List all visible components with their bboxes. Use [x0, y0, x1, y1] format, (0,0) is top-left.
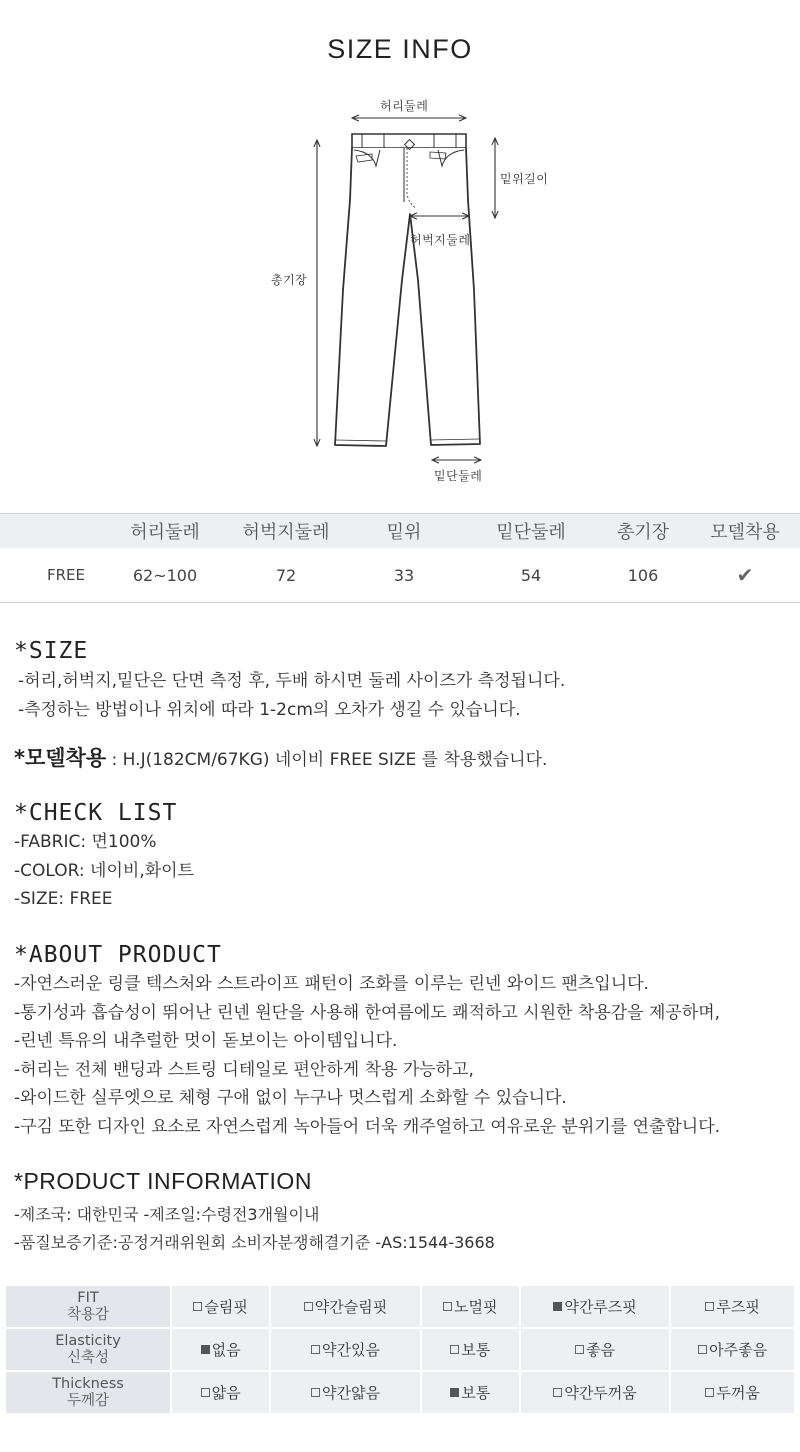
table-row [0, 548, 800, 603]
check-list-item: -FABRIC: 면100% [14, 832, 157, 852]
fit-option [270, 1285, 420, 1328]
about-product-line: -통기성과 흡습성이 뛰어난 린넨 원단을 사용해 한여름에도 쾌적하고 시원한 착용감을 제공하며, [14, 1002, 721, 1023]
cell-hem: 54 [520, 565, 542, 585]
elasticity-option [520, 1328, 670, 1371]
checkbox-icon [705, 1302, 714, 1311]
header-rise: 밑위 [386, 522, 422, 543]
about-product-line: -허리는 전체 밴딩과 스트링 디테일로 편안하게 착용 가능하고, [14, 1059, 474, 1080]
option-label: 루즈핏 [716, 1298, 760, 1316]
fit-option [421, 1285, 520, 1328]
checkbox-icon [575, 1345, 584, 1354]
table-row [5, 1371, 795, 1414]
thickness-option [270, 1371, 420, 1414]
about-product-line: -자연스러운 링클 텍스처와 스트라이프 패턴이 조화를 이루는 린넨 와이드 팬츠입니다. [14, 974, 649, 994]
option-label: 약간얇음 [321, 1384, 380, 1402]
thickness-option [670, 1371, 795, 1414]
thickness-label [5, 1371, 171, 1414]
check-list-heading: *CHECK LIST [14, 800, 178, 826]
option-label: 보통 [461, 1341, 491, 1359]
about-product-section [14, 942, 720, 1141]
option-label: 노멀핏 [454, 1298, 498, 1316]
header-waist: 허리둘레 [130, 522, 200, 543]
elasticity-label-en: Elasticity [55, 1332, 121, 1349]
option-label: 약간있음 [321, 1341, 380, 1359]
elasticity-label-ko: 신축성 [66, 1349, 110, 1366]
option-label: 슬림핏 [204, 1298, 248, 1316]
model-wear-info [14, 742, 547, 772]
option-label: 약간루즈핏 [564, 1298, 637, 1316]
fit-label-en: FIT [77, 1289, 99, 1306]
checkbox-checked-icon [553, 1302, 562, 1311]
label-waist: 허리둘레 [380, 99, 429, 113]
about-product-line: -구김 또한 디자인 요소로 자연스럽게 녹아들어 더욱 캐주얼하고 여유로운 분위기를 연출합니다. [14, 1116, 721, 1137]
option-label: 얇음 [211, 1384, 241, 1402]
table-row [5, 1328, 795, 1371]
fit-option [670, 1285, 795, 1328]
thickness-option [171, 1371, 270, 1414]
checkbox-icon [450, 1345, 459, 1354]
checkbox-icon [311, 1388, 320, 1397]
fit-option [171, 1285, 270, 1328]
thickness-label-ko: 두께감 [66, 1392, 110, 1409]
table-row [5, 1285, 795, 1328]
elasticity-option [270, 1328, 420, 1371]
size-heading: *SIZE [14, 638, 89, 664]
pants-illustration [0, 90, 800, 490]
option-label: 아주좋음 [709, 1341, 768, 1359]
option-label: 두꺼움 [716, 1384, 760, 1402]
checkbox-icon [705, 1388, 714, 1397]
elasticity-option [670, 1328, 795, 1371]
elasticity-option [421, 1328, 520, 1371]
checkbox-icon [698, 1345, 707, 1354]
elasticity-label [5, 1328, 171, 1371]
label-hem: 밑단둘레 [434, 469, 483, 483]
checkbox-icon [553, 1388, 562, 1397]
cell-size-text: FREE [46, 566, 85, 584]
cell-length: 106 [627, 565, 659, 585]
header-model: 모델착용 [710, 522, 780, 543]
size-line: -측정하는 방법이나 위치에 따라 1-2cm의 오차가 생길 수 있습니다. [18, 699, 521, 720]
header-thigh: 허벅지둘레 [242, 522, 330, 543]
cell-rise: 33 [393, 565, 415, 585]
label-thigh: 허벅지둘레 [410, 233, 471, 247]
cell-waist: 62~100 [132, 565, 198, 585]
size-table [0, 513, 800, 603]
label-rise: 밑위길이 [500, 172, 549, 186]
page-title: SIZE INFO [327, 34, 473, 64]
checkbox-icon [304, 1302, 313, 1311]
product-info-heading: *PRODUCT INFORMATION [14, 1168, 312, 1194]
size-line: -허리,허벅지,밑단은 단면 측정 후, 두배 하시면 둘레 사이즈가 측정됩니다. [18, 671, 566, 691]
checkbox-icon [201, 1388, 210, 1397]
thickness-option [520, 1371, 670, 1414]
label-length: 총기장 [271, 273, 308, 287]
check-list-section [14, 800, 194, 914]
checkbox-checked-icon [201, 1345, 210, 1354]
option-label: 없음 [211, 1341, 241, 1359]
check-list-item: -COLOR: 네이비,화이트 [14, 860, 194, 881]
option-label: 약간두꺼움 [564, 1384, 637, 1402]
option-label: 약간슬림핏 [314, 1298, 388, 1316]
fit-label [5, 1285, 171, 1328]
option-label: 좋음 [586, 1341, 616, 1359]
checkbox-icon [443, 1302, 452, 1311]
checkbox-checked-icon [450, 1388, 459, 1397]
product-info-section [14, 1168, 495, 1257]
size-section [14, 638, 565, 724]
model-wear-text: : H.J(182CM/67KG) 네이비 FREE SIZE 를 착용했습니다. [106, 750, 548, 770]
about-product-heading: *ABOUT PRODUCT [14, 942, 222, 968]
option-label: 보통 [461, 1384, 491, 1402]
fit-label-ko: 착용감 [66, 1306, 110, 1323]
about-product-line: -린넨 특유의 내추럴한 멋이 돋보이는 아이템입니다. [14, 1031, 398, 1051]
fit-option [520, 1285, 670, 1328]
checkbox-icon [193, 1302, 202, 1311]
header-length: 총기장 [616, 522, 670, 543]
thickness-label-en: Thickness [52, 1375, 124, 1392]
header-hem: 밑단둘레 [496, 522, 566, 543]
check-icon: ✔ [736, 563, 754, 587]
product-info-line: -품질보증기준:공정거래위원회 소비자분쟁해결기준 -AS:1544-3668 [14, 1233, 495, 1252]
size-table-header [0, 513, 800, 548]
fit-table [4, 1284, 796, 1415]
thickness-option [421, 1371, 520, 1414]
pants-measurement-diagram [0, 90, 800, 490]
check-list-item: -SIZE: FREE [14, 889, 113, 909]
checkbox-icon [311, 1345, 320, 1354]
elasticity-option [171, 1328, 270, 1371]
product-info-line: -제조국: 대한민국 -제조일:수령전3개월이내 [14, 1205, 320, 1224]
model-wear-heading: *모델착용 [14, 746, 107, 770]
about-product-line: -와이드한 실루엣으로 체형 구애 없이 누구나 멋스럽게 소화할 수 있습니다. [14, 1088, 567, 1108]
cell-thigh: 72 [275, 565, 297, 585]
